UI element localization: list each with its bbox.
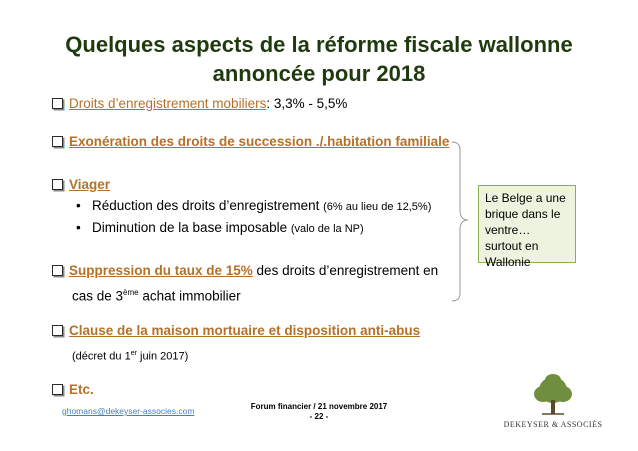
note-text-end: juin 2017)	[136, 350, 189, 363]
bullet-label: Clause de la maison mortuaire et disposition anti-abus	[69, 323, 421, 338]
sub-bullet-note: (valo de la NP)	[290, 223, 364, 235]
bullet-rest: des droits d’enregistrement en	[252, 263, 439, 278]
footer-event: Forum financier / 21 novembre 2017	[250, 402, 388, 411]
sub-bullet-diminution	[76, 219, 364, 238]
slide-title	[0, 30, 638, 88]
callout-box: Le Belge a une brique dans le ventre… surtout en Wallonie	[478, 185, 576, 263]
bullet-maison-mortuaire	[52, 322, 420, 340]
bullet-droits-mobiliers	[52, 95, 347, 113]
checkbox-bullet-icon	[52, 179, 63, 190]
sub-bullet-note: (6% au lieu de 12,5%)	[323, 201, 432, 213]
ordinal-sup: ème	[123, 288, 139, 297]
bullet-suppression-taux	[52, 262, 438, 280]
bullet-etc	[52, 381, 94, 399]
line2-text-end: achat immobilier	[138, 288, 241, 304]
checkbox-bullet-icon	[52, 98, 63, 109]
sub-bullet-text: Réduction des droits d’enregistrement	[92, 198, 320, 213]
checkbox-bullet-icon	[52, 325, 63, 336]
footer-email-link[interactable]: ghomans@dekeyser-associes.com	[62, 406, 195, 416]
bullet-label: Viager	[69, 177, 111, 192]
bullet-exoneration	[52, 133, 449, 151]
checkbox-bullet-icon	[52, 265, 63, 276]
title-line-2: annoncée pour 2018	[212, 61, 426, 86]
checkbox-bullet-icon	[52, 136, 63, 147]
checkbox-bullet-icon	[52, 384, 63, 395]
bullet-suppression-taux-line2	[72, 284, 241, 306]
right-brace-icon	[450, 140, 478, 305]
bullet-dot-icon: •	[76, 198, 81, 213]
bullet-dot-icon: •	[76, 220, 81, 235]
bullet-label: Etc.	[69, 382, 94, 397]
bullet-label: Droits d’enregistrement mobiliers	[69, 96, 267, 111]
sub-bullet-reduction	[76, 197, 431, 216]
ordinal-sup: er	[130, 350, 137, 357]
bullet-viager	[52, 176, 110, 194]
bullet-label: Suppression du taux de 15%	[69, 263, 253, 278]
sub-bullet-text: Diminution de la base imposable	[92, 220, 288, 235]
logo-text: DEKEYSER & ASSOCIÉS	[503, 420, 603, 429]
title-line-1: Quelques aspects de la réforme fiscale wallonne	[65, 32, 573, 57]
decret-note	[72, 345, 188, 366]
bullet-rest: : 3,3% - 5,5%	[266, 96, 348, 111]
note-text: (décret du 1	[72, 350, 131, 363]
bullet-label: Exonération des droits de succession ./.habitation familiale	[69, 134, 450, 149]
line2-text: cas de 3	[72, 288, 124, 304]
footer-page-number: - 22 -	[309, 412, 329, 421]
